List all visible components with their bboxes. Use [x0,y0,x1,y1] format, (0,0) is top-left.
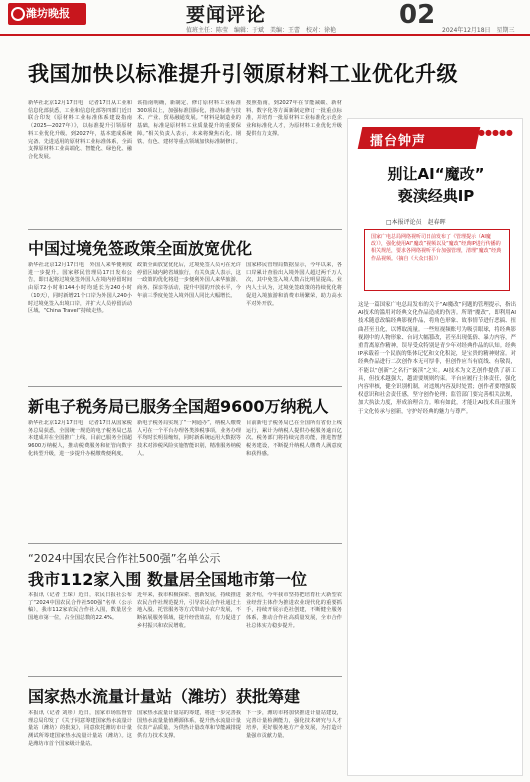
column-title-line-2: 亵渎经典IP [397,187,475,205]
article-4-col-2: 近年来，我市积极探索、创新发展，持续推进农民合作社规范提升，引导农民合作社通过土地入股、托管服务等方式带动小农户发展，不断拓展服务领域，提升经营效益，有力促进了乡村振兴和农民增收。 [137,592,241,629]
commentary-column [347,118,523,776]
masthead [0,0,530,36]
article-1-col-2: 该指南明确，新制定、修订原材料工业标准300项以上，加强标准国际化，推动标准与技术、产业、贸易融通发展。“材料是制造业的基础，标准是原材料工业质量提升的重要保障。”相关负责人表示，未来将聚焦石化、钢铁、有色、建材等重点领域加快标准制修订。 [137,100,241,145]
column-summary-box: 国家广电总局网络视听司日前发布了《管理提示（AI魔改）》，强化使用AI“魔改”视频以及“魔改”经典IP进行传播的相关规范，要求各网络视听平台加强管理，清理“魔改”经典作品视频。（摘自《大众日报》） [364,229,510,291]
banner-dots-icon: ●●●●● [478,128,513,137]
masthead-rule [0,34,530,36]
article-5-col-1: 本报讯（记者 刘彤）近日，国家市场监督管理总局印发了《关于同意筹建国家热水流量计量站（潍坊）的批复》，同意依托潍坊市计量测试所筹建国家热水流量计量站（潍坊）。这是潍坊市首个国家级计量站。 [28,710,132,747]
column-body: 这是一篇国家广电总局发布的关于“AI魔改”问题的管理提示，指出AI技术的滥用对经典文化作品造成的伤害。所谓“魔改”，即利用AI技术随意改编经典影视作品，将角色形象、故事情节进行恶搞、扭曲甚至丑化，以博取流量。一些短视频账号为吸引眼球，将经典影视剧中的人物形象、台词大幅篡改，甚至出现低俗、暴力内容，严重背离原作精神，误导受众特别是青少年对经典作品的认知。经典IP承载着一个民族的集体记忆和文化积淀，是宝贵的精神财富。对经典作品进行二次创作本无可厚非，但创作应当有底线、有敬畏，不能以“创新”之名行“亵渎”之实。AI技术为文艺创作提供了新工具，但技术越强大，越需要规则约束。平台应履行主体责任，强化内容审核，健全识别机制，对违规内容及时处置；创作者要增强版权意识和社会责任感，坚守创作伦理；监管部门要完善相关法规，加大执法力度，形成治理合力。唯有如此，才能让AI技术真正服务于文化传承与创新，守护好经典的魅力与尊严。 [358,302,516,415]
column-banner [360,127,478,149]
divider [28,543,342,544]
logo-mark-icon [11,7,25,21]
banner-label: 擂台钟声 [370,134,427,149]
article-5-col-2: 国家热水流量计量站的筹建，将进一步完善我国热水流量量值溯源体系，提升热水流量计量仪表产品质量，为供热计量改革和节能减排提供有力技术支撑。 [137,710,241,740]
article-2-headline: 中国过境免签政策全面放宽优化 [28,239,253,258]
article-5-headline: 国家热水流量计量站（潍坊）获批筹建 [28,687,301,706]
article-4-col-3: 据介绍，今年我市坚持把培育壮大新型农业经营主体作为推进农业现代化的重要抓手，持续开展示范社创建，不断健全服务体系，推动合作社高质量发展，全市合作社总体实力稳步提升。 [246,592,342,629]
divider [28,386,342,387]
column-byline: □本报评论员 赵春晖 [386,219,446,226]
article-2-col-2: 政策全面放宽优化后，过境免签人员可在允许停留区域内跨省域旅行，有关负责人表示，这一政策的优化将进一步便利外国人来华旅游、商务、探亲等活动，提升中国的开放水平，今年前三季度免签入境外国人同比大幅增长。 [137,262,241,299]
article-4-kicker: “2024中国农民合作社500强”名单公示 [28,552,221,565]
logo-text: 潍坊晚报 [26,7,70,20]
article-1-headline: 我国加快以标准提升引领原材料工业优化升级 [28,62,458,86]
article-4-headline: 我市112家入围 数量居全国地市第一位 [28,570,307,589]
newspaper-logo [8,3,86,25]
article-5-col-3: 下一步，潍坊市将加快推进计量站建设，完善计量检测能力，强化技术研究与人才培养，更好服务地方产业发展，为打造计量强市贡献力量。 [246,710,342,740]
page-number: 02 [399,0,436,30]
article-3-col-1: 新华社北京12月17日电 记者17日从国家税务总局获悉，全国统一规范的电子税务局已基本建成并在全国推广上线，目前已服务全国超9600万纳税人，推动税费服务和征管向数字化转型升级，进一步提升办税缴费便利度。 [28,420,132,457]
issue-date: 2024年12月18日 星期三 [442,27,515,34]
article-4-col-1: 本报讯（记者 王琛）近日，农民日报社公布了“2024中国农民合作社500强”名单（公示稿），我市112家农民合作社入围，数量居全国地市第一位，占全国总数的22.4%。 [28,592,132,622]
article-2-col-1: 新华社北京12月17日电 外国人来华便利度进一步提升。国家移民管理局17日发布公告，即日起将过境免签外国人在境内停留时间由原72小时和144小时均延长为240小时（10天），同时新增21个口岸为外国人240小时过境免签入出境口岸，并扩大人员停留活动区域。“China Travel”持续走热。 [28,262,132,315]
article-3-col-3: 目前新电子税务局已在全国所有省份上线运行，累计为纳税人提供办税服务逾百亿次。税务部门将持续完善功能，推进智慧税务建设，不断提升纳税人缴费人满意度和获得感。 [246,420,342,457]
article-2-col-3: 国家移民管理局数据显示，今年以来，各口岸累计查验出入境外国人超过两千万人次，其中免签入境人数占比明显提高。业内人士认为，过境免签政策的持续优化将促进入境旅游和消费市场繁荣，助力高水平对外开放。 [246,262,342,307]
article-1-col-3: 按照指南，到2027年在节能减碳、新材料、数字化等方面新制定修订一批重点标准，并培育一批原材料工业标准化示范企业和标准化人才，为原材料工业优化升级提供有力支撑。 [246,100,342,137]
section-title: 要闻评论 [186,4,267,26]
divider [28,229,342,230]
column-title-line-1: 别让AI“魔改” [387,165,485,183]
article-1-col-1: 新华社北京12月17日电 记者17日从工业和信息化部获悉，工业和信息化部等四部门近日联合印发《原材料工业标准体系建设指南（2025—2027年）》，以标准提升引领原材料工业优化升级。到2027年，基本建成系统完备、先进适用的原材料工业标准体系，全面支撑原材料工业高端化、智能化、绿色化、融合化发展。 [28,100,132,160]
article-3-headline: 新电子税务局已服务全国超9600万纳税人 [28,397,329,416]
editor-credits: 值班主任：陈莹 编辑：于斌 美编：王蕾 校对：徐艳 [186,27,337,34]
article-3-col-2: 新电子税务局实现了“一网通办”，纳税人缴费人可在一个平台办理各类涉税事项，业务办理平均时长明显缩短，同时新系统运用大数据等技术对涉税风险实施智能识别，精准服务纳税人。 [137,420,241,457]
divider [28,676,342,677]
